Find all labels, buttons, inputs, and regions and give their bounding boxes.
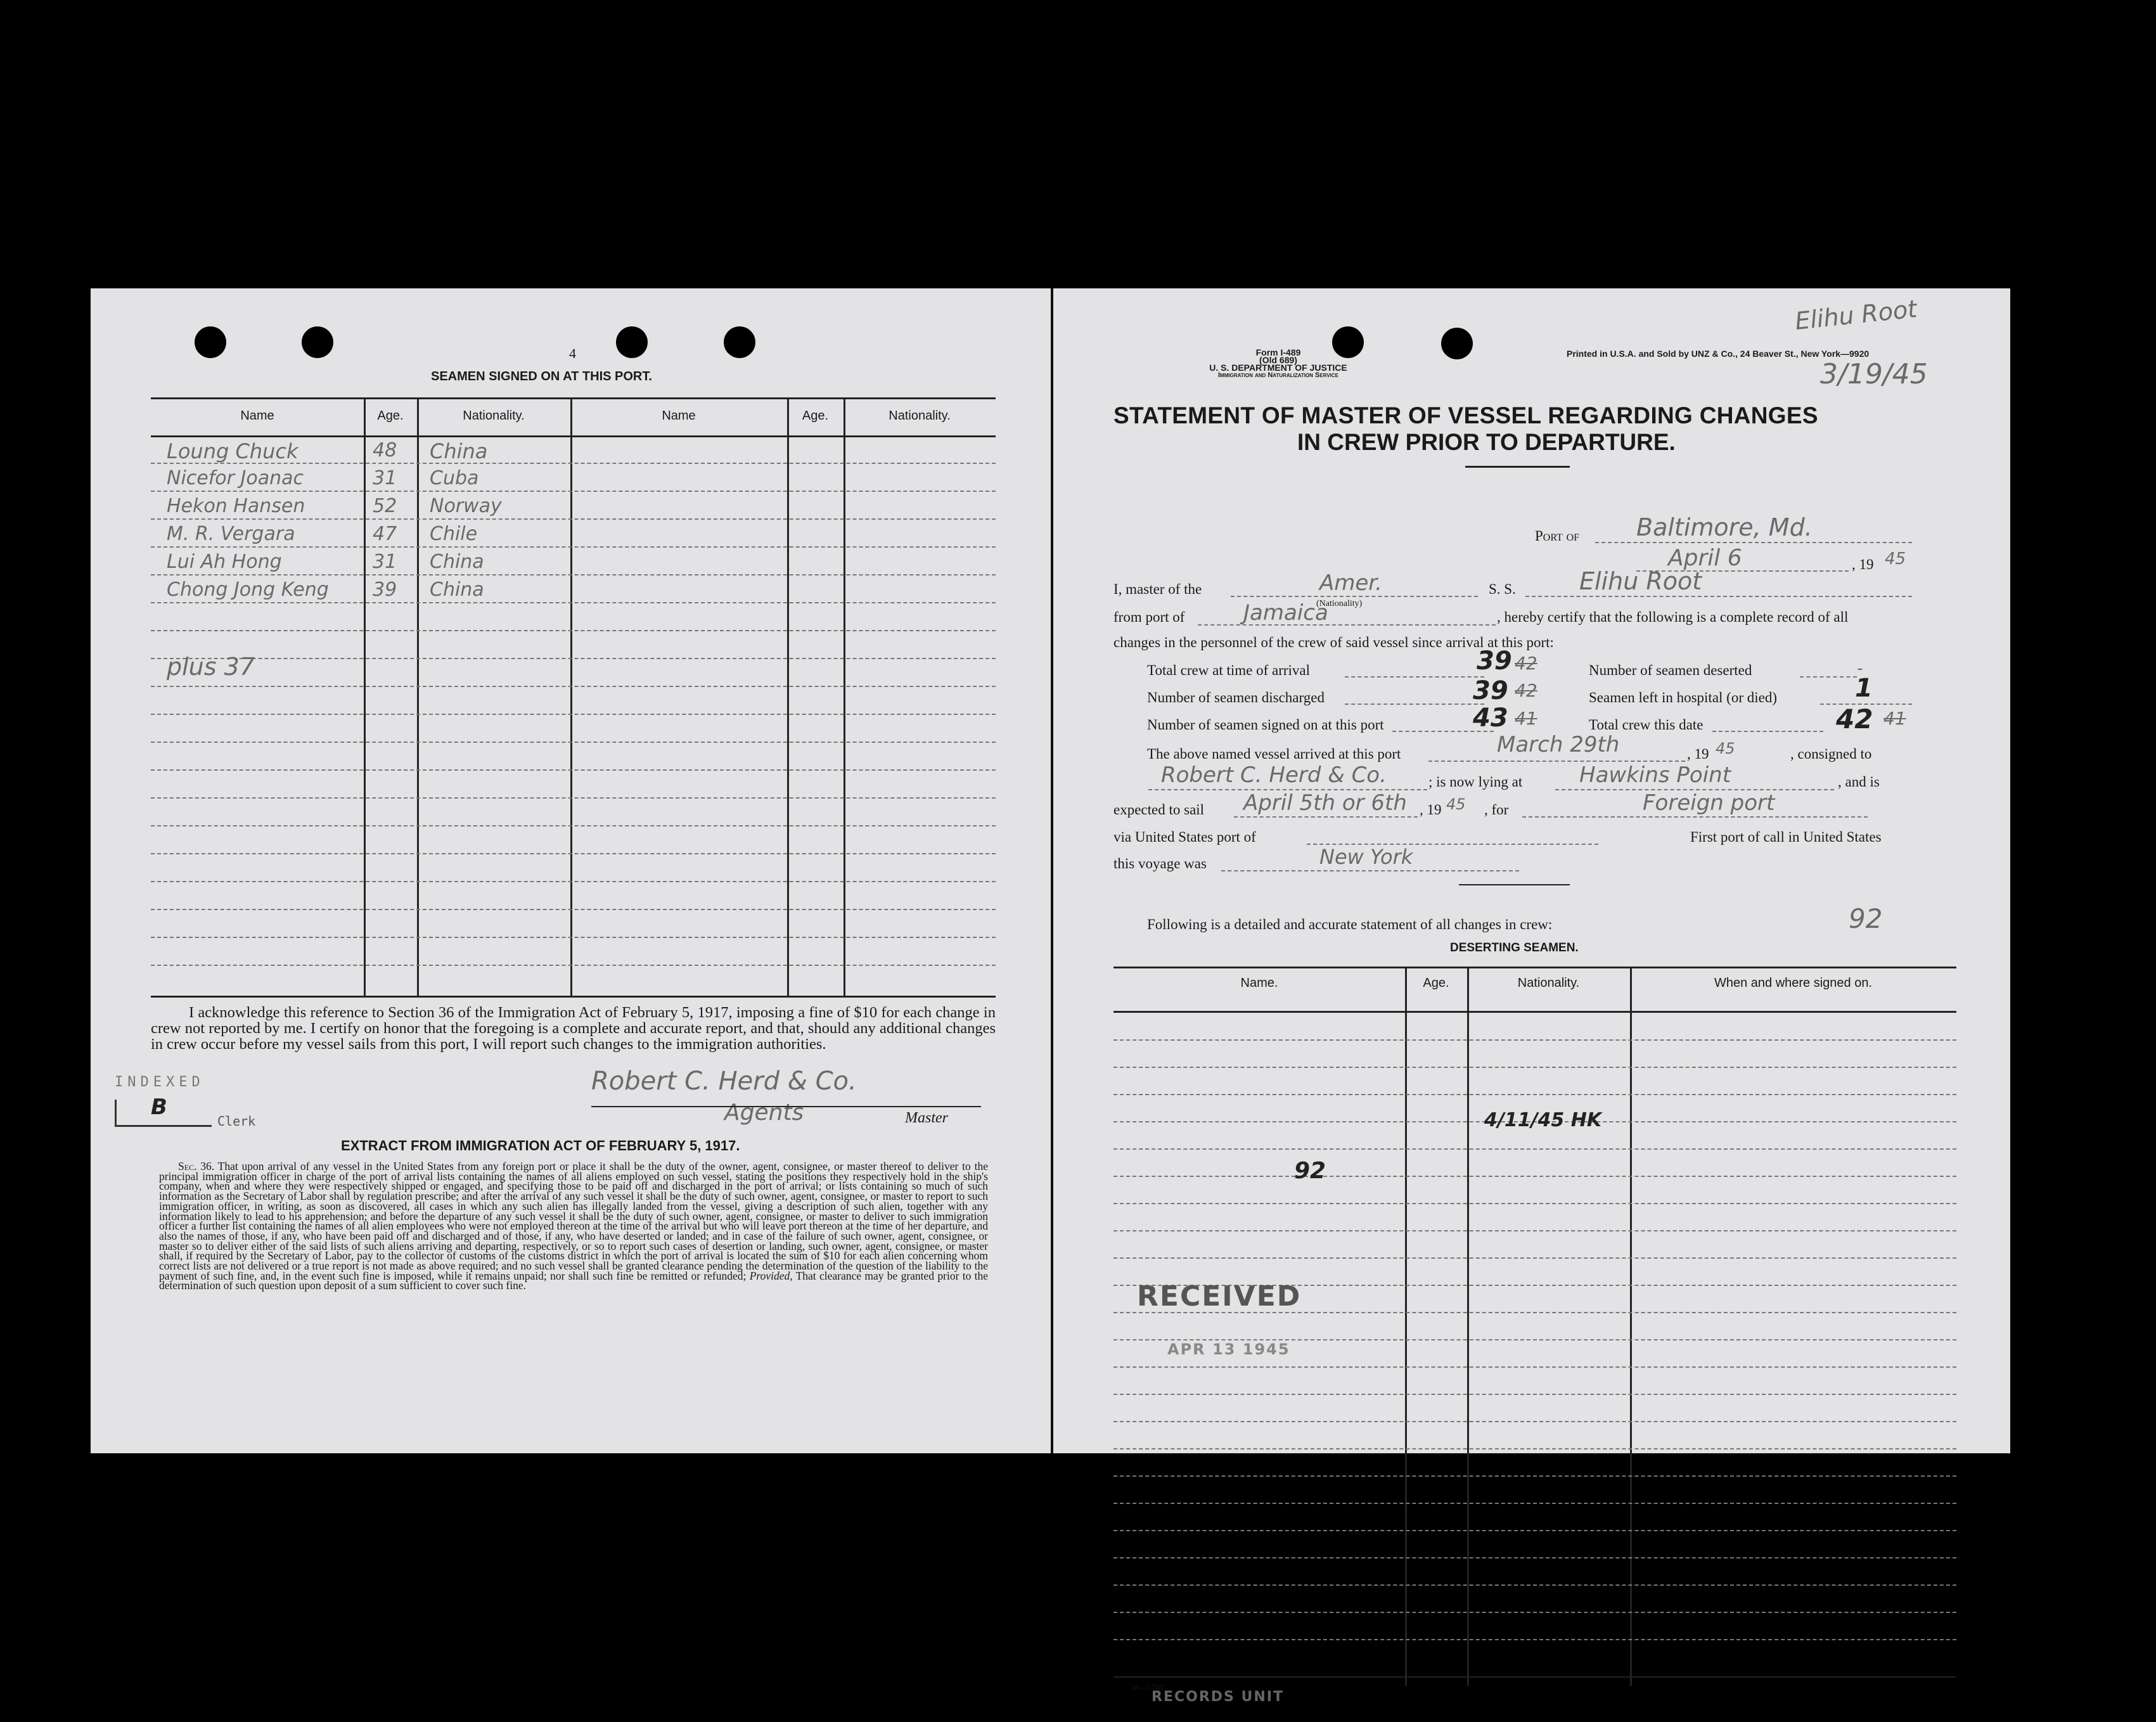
corner-vessel-note: Elihu Root <box>1793 295 1918 335</box>
punch-hole <box>724 326 755 358</box>
extract-provided: Provided, <box>749 1269 793 1282</box>
seaman-age: 31 <box>373 467 397 489</box>
row-rule <box>1113 1421 1956 1422</box>
seaman-nationality: China <box>430 579 484 601</box>
column-header-name: Name <box>240 409 274 423</box>
column-header-nationality: Nationality. <box>463 409 525 423</box>
row-rule <box>151 518 996 520</box>
seaman-age: 47 <box>373 523 397 545</box>
row-rule <box>151 909 996 910</box>
stat-field <box>1800 676 1857 678</box>
department: U. S. DEPARTMENT OF JUSTICE <box>1209 363 1347 373</box>
row-rule <box>1113 1639 1956 1640</box>
form-old: (Old 689) <box>1259 355 1297 365</box>
table-rule <box>151 435 996 437</box>
total-arrival-struck: 42 <box>1515 653 1537 674</box>
arrived-label: The above named vessel arrived at this port <box>1147 746 1401 762</box>
arrived-year: , 19 <box>1687 746 1709 762</box>
year-value: 45 <box>1885 549 1906 569</box>
port-value: Baltimore, Md. <box>1636 513 1813 541</box>
master-signature: Robert C. Herd & Co. <box>591 1067 857 1096</box>
following-number: 92 <box>1849 903 1883 934</box>
column-rule <box>364 397 366 996</box>
hospital-label: Seamen left in hospital (or died) <box>1589 690 1778 705</box>
signed-on-value: 43 <box>1473 704 1508 733</box>
stat-field <box>1345 704 1484 705</box>
total-date-struck: 41 <box>1883 708 1906 729</box>
footer-code: 16—17387 <box>1131 1683 1165 1692</box>
left-page <box>91 288 1051 1453</box>
row-rule <box>1113 1612 1956 1613</box>
form-header <box>1205 349 1351 379</box>
title-underline <box>1465 466 1570 468</box>
section-label: Sec. 36. <box>178 1160 215 1173</box>
total-date-label: Total crew this date <box>1589 717 1704 733</box>
seaman-age: 39 <box>373 579 397 601</box>
arrived-year-value: 45 <box>1716 740 1735 757</box>
right-page <box>1053 288 2010 1705</box>
ship-name-field <box>1525 596 1912 597</box>
column-rule <box>1405 967 1407 1686</box>
row-rule <box>1113 1394 1956 1395</box>
row-rule <box>151 742 996 743</box>
seaman-age: 52 <box>373 495 397 517</box>
seaman-nationality: China <box>430 439 488 463</box>
row-rule <box>1113 1557 1956 1558</box>
table-rule <box>151 996 996 998</box>
discharged-value: 39 <box>1473 676 1508 705</box>
clerk-initial: B <box>151 1095 167 1120</box>
row-rule <box>151 686 996 687</box>
hospital-value: 1 <box>1855 674 1873 703</box>
clerk-label: Clerk <box>217 1114 256 1129</box>
row-rule <box>151 630 996 631</box>
from-port-field <box>1198 624 1496 626</box>
stamp-initials: 4/11/45 HK <box>1484 1109 1602 1131</box>
from-port-label: from port of <box>1113 609 1185 625</box>
extract-title: EXTRACT FROM IMMIGRATION ACT OF FEBRUARY 5, 1917. <box>341 1138 740 1153</box>
signed-on-label: Number of seamen signed on at this port <box>1147 717 1384 733</box>
discharged-label: Number of seamen discharged <box>1147 690 1325 705</box>
row-rule <box>151 574 996 575</box>
seaman-nationality: Chile <box>430 523 478 545</box>
row-rule <box>151 825 996 826</box>
nationality-caption: (Nationality) <box>1316 599 1363 608</box>
corner-date-note: 3/19/45 <box>1820 358 1928 390</box>
signature-agents: Agents <box>724 1100 804 1126</box>
seaman-nationality: Cuba <box>430 467 479 489</box>
voyage-field <box>1221 870 1519 871</box>
service: Immigration and Naturalization Service <box>1217 371 1338 379</box>
changes-text: changes in the personnel of the crew of said vessel since arrival at this port: <box>1113 634 1554 650</box>
row-rule <box>151 797 996 799</box>
page-number: 4 <box>569 345 576 361</box>
year-prefix: , 19 <box>1852 556 1874 572</box>
date-value: April 6 <box>1668 545 1742 571</box>
indexed-stamp: INDEXED <box>115 1074 205 1090</box>
records-unit-stamp: RECORDS UNIT <box>1152 1689 1284 1705</box>
received-stamp: RECEIVED <box>1137 1280 1302 1313</box>
row-rule <box>151 602 996 603</box>
table-rule <box>151 397 996 399</box>
row-rule <box>1113 1176 1956 1177</box>
form-title-line1: STATEMENT OF MASTER OF VESSEL REGARDING CHANGES <box>1113 402 1818 428</box>
expected-field <box>1234 816 1418 818</box>
row-rule <box>151 491 996 492</box>
row-rule <box>1113 1203 1956 1204</box>
column-header-nationality: Nationality. <box>889 409 951 423</box>
deserted-label: Number of seamen deserted <box>1589 662 1752 678</box>
column-header-age: Age. <box>1423 976 1449 990</box>
certify-text: , hereby certify that the following is a complete record of all <box>1497 609 1849 625</box>
row-rule <box>1113 1067 1956 1068</box>
master-label: Master <box>905 1110 948 1126</box>
seaman-nationality: Norway <box>430 495 502 517</box>
deserted-value: - <box>1857 659 1863 678</box>
received-date: APR 13 1945 <box>1167 1340 1290 1358</box>
total-arrival-label: Total crew at time of arrival <box>1147 662 1311 678</box>
seaman-name: Chong Jong Keng <box>167 579 329 601</box>
plus-note: plus 37 <box>167 653 255 681</box>
column-rule <box>1630 967 1632 1686</box>
row-rule <box>151 658 996 659</box>
section-divider <box>1459 884 1570 885</box>
table-rule <box>1113 967 1956 968</box>
seaman-age: 31 <box>373 551 397 573</box>
lying-label: ; is now lying at <box>1428 774 1523 790</box>
port-label: Port of <box>1535 528 1580 544</box>
row-rule <box>151 937 996 938</box>
signed-on-struck: 41 <box>1515 708 1537 729</box>
seaman-name: Nicefor Joanac <box>167 467 304 489</box>
deserting-title: DESERTING SEAMEN. <box>1450 941 1579 954</box>
lying-value: Hawkins Point <box>1579 762 1731 788</box>
row-rule <box>1113 1448 1956 1449</box>
column-rule <box>1467 967 1469 1686</box>
consigned-label: , consigned to <box>1790 746 1872 762</box>
punch-hole <box>616 326 648 358</box>
seaman-name: Hekon Hansen <box>167 495 305 517</box>
form-title-line2: IN CREW PRIOR TO DEPARTURE. <box>1297 429 1676 455</box>
expected-year: , 19 <box>1420 802 1442 818</box>
signature-line <box>591 1106 981 1107</box>
arrived-value: March 29th <box>1497 732 1620 757</box>
nationality-value: Amer. <box>1319 570 1382 596</box>
row-rule <box>151 881 996 882</box>
voyage-value: New York <box>1319 845 1413 869</box>
port-field <box>1595 542 1912 543</box>
column-rule <box>570 397 572 996</box>
row-rule <box>1113 1475 1956 1477</box>
form-number: Form I-489 <box>1255 347 1301 357</box>
row-rule <box>1113 1366 1956 1368</box>
stat-field <box>1345 676 1484 678</box>
column-header-name: Name. <box>1240 976 1278 990</box>
column-header-age: Age. <box>377 409 404 423</box>
column-rule <box>417 397 419 996</box>
row-rule <box>151 965 996 966</box>
row-rule <box>1113 1230 1956 1231</box>
table-rule <box>1113 1676 1956 1678</box>
punch-hole <box>195 326 226 358</box>
expected-label: expected to sail <box>1113 802 1205 818</box>
nationality-field <box>1231 596 1478 597</box>
and-is-label: , and is <box>1838 774 1880 790</box>
row-rule <box>1113 1148 1956 1150</box>
for-label: , for <box>1484 802 1509 818</box>
row-rule <box>151 769 996 771</box>
row-rule <box>1113 1039 1956 1041</box>
row-rule <box>1113 1503 1956 1504</box>
column-rule <box>787 397 789 996</box>
row-rule <box>151 714 996 715</box>
printer-line: Printed in U.S.A. and Sold by UNZ & Co., 24 Beaver St., New York—9920 <box>1567 349 1870 359</box>
for-value: Foreign port <box>1643 790 1775 816</box>
acknowledgement-text: I acknowledge this reference to Section 36 of the Immigration Act of February 5, 1917, imposing a fine of $10 for each change in crew not reported by me. I certify on honor that the foregoing is a complete and accurate report, and that, should any additional changes in crew occur before my vessel sails from this port, I will report such changes to the immigration authorities. <box>151 1004 996 1053</box>
row-rule <box>1113 1094 1956 1095</box>
extract-text <box>159 1162 988 1291</box>
for-field <box>1522 816 1868 818</box>
extract-tail: That clearance may be granted prior to the determination of such question upon deposit of a sum sufficient to cover such fine. <box>159 1269 989 1292</box>
seaman-name: Lui Ah Hong <box>167 551 282 573</box>
from-port-value: Jamaica <box>1243 600 1328 626</box>
column-header-nationality: Nationality. <box>1517 976 1580 990</box>
total-arrival-value: 39 <box>1477 646 1512 676</box>
discharged-struck: 42 <box>1515 680 1537 701</box>
following-label: Following is a detailed and accurate statement of all changes in crew: <box>1147 916 1553 932</box>
first-port-label: First port of call in United States <box>1690 829 1882 845</box>
extract-body: That upon arrival of any vessel in the United States from any foreign port or place it shall be the duty of the owner, agent, consignee, or master thereof to deliver to the principal immigration officer in charge of the port of arrival lists containing the names of all aliens employed on such vessel, stating the positions they respectively hold in the ship's company, when and where they were respectively shipped or engaged, and specifying those to be paid off and discharged in the port of arrival; or lists containing so much of such information as the Secretary of Labor shall by regulation prescribe; and after the arrival of any such vessel it shall be the duty of such owner, agent, consignee, or master to report to such immigration officer, in writing, as soon as discovered, all cases in which any such alien has illegally landed from the vessel, giving a description of such alien, together with any information likely to lead to his apprehension; and before the departure of any such vessel it shall be the duty of such owner, agent, consignee, or master to deliver to such immigration officer a further list containing the names of all alien employees who were not employed thereon at the time of the arrival but who will leave port thereon at the time of her departure, and also the names of those, if any, who have been paid off and discharged and of those, if any, who have deserted or landed; and in case of the failure of such owner, agent, consignee, or master so to deliver either of the said lists of such aliens arriving and departing, respectively, or so to report such cases of desertion or landing, such owner, agent, consignee, or master shall, if required by the Secretary of Labor, pay to the collector of customs of the customs district in which the port of arrival is located the sum of $10 for each alien concerning whom correct lists are not delivered or a true report is not made as above required; and no such vessel shall be granted clearance pending the determination of the question of the liability to the payment of such fine, and, in the event such fine is imposed, while it remains unpaid; nor shall such fine be remitted or refunded; <box>159 1160 988 1282</box>
punch-hole <box>1441 328 1473 359</box>
table-number: 92 <box>1294 1158 1326 1184</box>
expected-value: April 5th or 6th <box>1243 790 1407 816</box>
column-rule <box>844 397 845 996</box>
arrived-field <box>1428 761 1685 762</box>
seaman-nationality: China <box>430 551 484 573</box>
seaman-name: Loung Chuck <box>167 439 298 463</box>
via-label: via United States port of <box>1113 829 1256 845</box>
row-rule <box>1113 1530 1956 1531</box>
column-header-name: Name <box>662 409 696 423</box>
total-date-value: 42 <box>1836 704 1873 735</box>
ship-name: Elihu Root <box>1579 567 1702 595</box>
section-title: SEAMEN SIGNED ON AT THIS PORT. <box>431 369 652 383</box>
row-rule <box>151 546 996 548</box>
column-header-age: Age. <box>802 409 829 423</box>
punch-hole <box>302 326 333 358</box>
consignee-value: Robert C. Herd & Co. <box>1161 762 1387 788</box>
seaman-name: M. R. Vergara <box>167 523 295 545</box>
column-header-signed-on: When and where signed on. <box>1714 976 1873 990</box>
row-rule <box>1113 1257 1956 1259</box>
table-rule <box>1113 1011 1956 1013</box>
row-rule <box>151 853 996 854</box>
seaman-age: 48 <box>373 439 397 461</box>
master-of-label: I, master of the <box>1113 581 1202 597</box>
stat-field <box>1712 731 1823 732</box>
row-rule <box>1113 1584 1956 1586</box>
expected-year-value: 45 <box>1446 795 1466 813</box>
voyage-label: this voyage was <box>1113 856 1207 871</box>
ss-label: S. S. <box>1489 581 1516 597</box>
